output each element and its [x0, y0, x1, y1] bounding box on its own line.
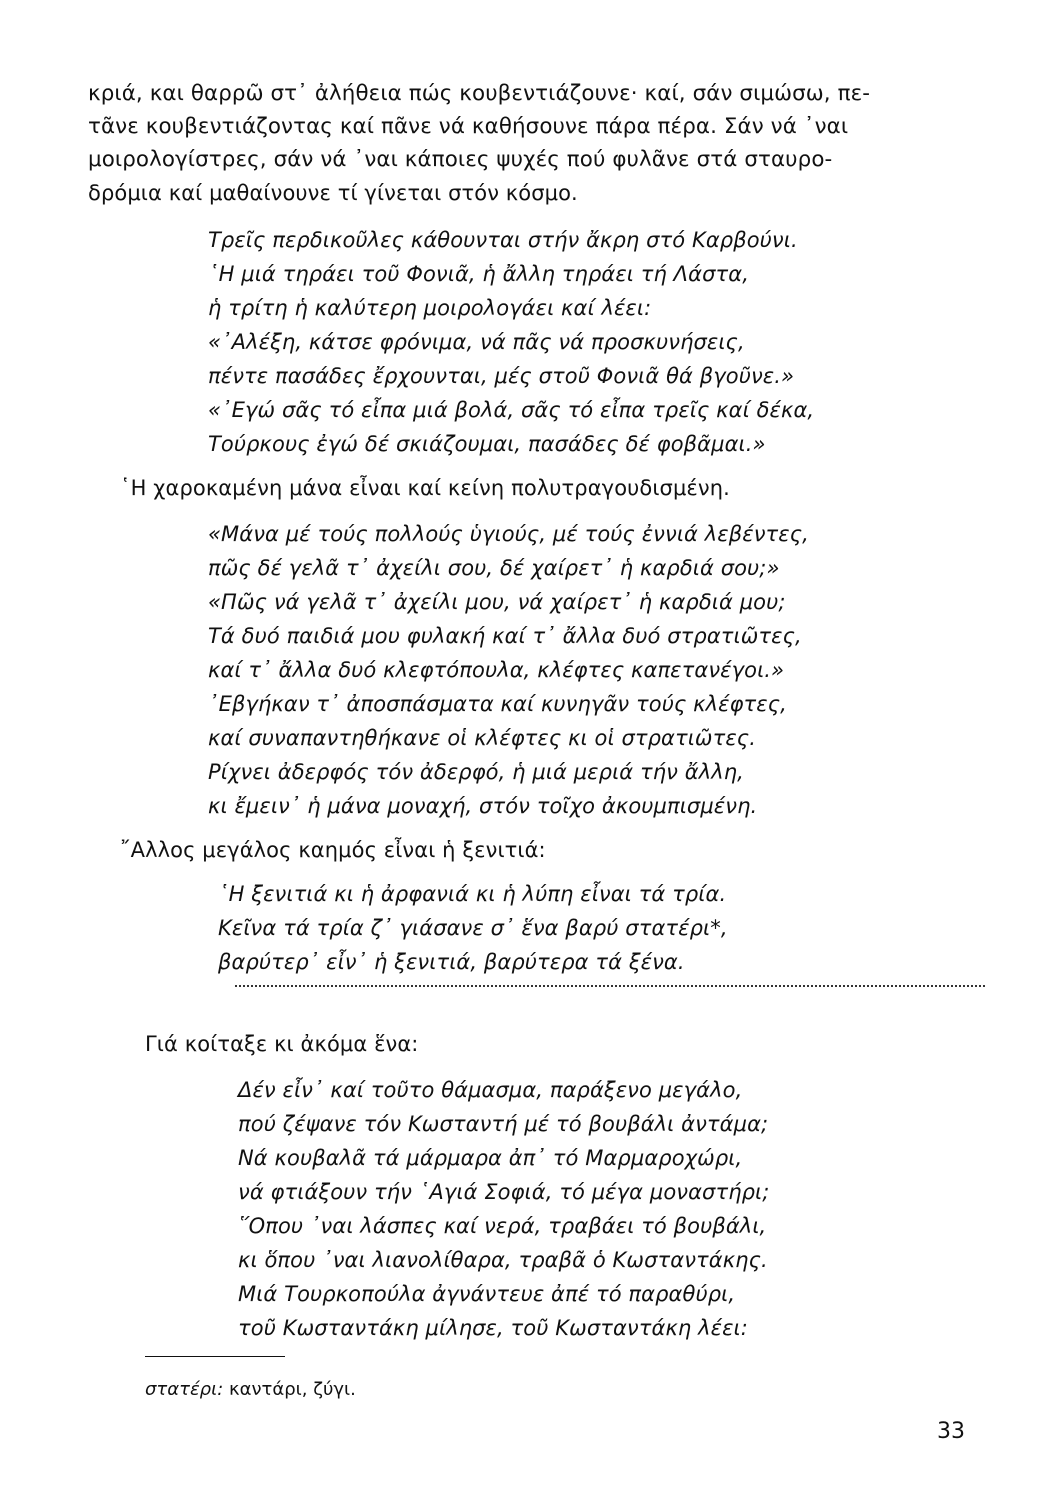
- verse-line: νά φτιάξουν τήν ῾Αγιά Σοφιά, τό μέγα μοναστήρι;: [238, 1180, 770, 1204]
- verse-line: Ρίχνει ἀδερφός τόν ἀδερφό, ἡ μιά μεριά τήν ἄλλη,: [208, 760, 744, 784]
- prose-line: κριά, και θαρρῶ στ᾽ ἀλήθεια πώς κουβεντιάζουνε· καί, σάν σιμώσω, πε-: [88, 81, 871, 106]
- prose-line: ῾Η χαροκαμένη μάνα εἶναι καί κείνη πολυτραγουδισμένη.: [120, 476, 730, 500]
- verse-line: Κεῖνα τά τρία ζ᾽ γιάσανε σ᾽ ἕνα βαρύ στατέρι*,: [218, 916, 728, 940]
- verse-line: βαρύτερ᾽ εἶν᾽ ἡ ξενιτιά, βαρύτερα τά ξένα.: [218, 950, 685, 974]
- verse-line: καί τ᾽ ἄλλα δυό κλεφτόπουλα, κλέφτες καπετανέγοι.»: [208, 658, 785, 682]
- prose-line: ῎Αλλος μεγάλος καημός εἶναι ἡ ξενιτιά:: [120, 838, 546, 862]
- verse-line: κι ὅπου ᾽ναι λιανολίθαρα, τραβᾶ ὁ Κωσταντάκης.: [238, 1248, 768, 1272]
- verse-line: πέντε πασάδες ἔρχουνται, μές στοῦ Φονιᾶ θά βγοῦνε.»: [208, 364, 795, 388]
- prose-line: τᾶνε κουβεντιάζοντας καί πᾶνε νά καθήσουνε πάρα πέρα. Σάν νά ᾽ναι: [88, 114, 849, 139]
- verse-line: Τρεῖς περδικοῦλες κάθουνται στήν ἄκρη στό Καρβούνι.: [208, 228, 798, 252]
- verse-line: «᾽Αλέξη, κάτσε φρόνιμα, νά πᾶς νά προσκυνήσεις,: [208, 330, 745, 354]
- footnote-rule: [145, 1356, 285, 1357]
- verse-line: τοῦ Κωσταντάκη μίλησε, τοῦ Κωσταντάκη λέει:: [238, 1316, 748, 1340]
- verse-line: «Πῶς νά γελᾶ τ᾽ ἀχείλι μου, νά χαίρετ᾽ ἡ καρδιά μου;: [208, 590, 786, 614]
- verse-line: ῾Η ξενιτιά κι ἡ ἀρφανιά κι ἡ λύπη εἶναι τά τρία.: [218, 882, 727, 906]
- verse-line: κι ἔμειν᾽ ἡ μάνα μοναχή, στόν τοῖχο ἀκουμπισμένη.: [208, 794, 758, 818]
- verse-line: ῾Η μιά τηράει τοῦ Φονιᾶ, ἡ ἄλλη τηράει τή Λάστα,: [208, 262, 749, 286]
- footnote-definition: καντάρι, ζύγι.: [229, 1379, 356, 1400]
- verse-line: «᾽Εγώ σᾶς τό εἶπα μιά βολά, σᾶς τό εἶπα τρεῖς καί δέκα,: [208, 398, 815, 422]
- prose-line: μοιρολογίστρες, σάν νά ᾽ναι κάποιες ψυχές πού φυλᾶνε στά σταυρο-: [88, 147, 833, 172]
- verse-line: ᾽Εβγήκαν τ᾽ ἀποσπάσματα καί κυνηγᾶν τούς κλέφτες,: [208, 692, 787, 716]
- footnote-term: στατέρι:: [145, 1379, 224, 1400]
- verse-line: Τούρκους ἐγώ δέ σκιάζουμαι, πασάδες δέ φοβᾶμαι.»: [208, 432, 766, 456]
- verse-line: πῶς δέ γελᾶ τ᾽ ἀχείλι σου, δέ χαίρετ᾽ ἡ καρδιά σου;»: [208, 556, 780, 580]
- verse-line: Νά κουβαλᾶ τά μάρμαρα ἀπ᾽ τό Μαρμαροχώρι,: [238, 1146, 743, 1170]
- dotted-separator: [235, 985, 985, 987]
- prose-line: δρόμια καί μαθαίνουνε τί γίνεται στόν κόσμο.: [88, 181, 578, 205]
- verse-line: Μιά Τουρκοπούλα ἀγνάντευε ἀπέ τό παραθύρι,: [238, 1282, 736, 1306]
- verse-line: «Μάνα μέ τούς πολλούς ὑγιούς, μέ τούς ἐννιά λεβέντες,: [208, 522, 809, 546]
- page-number: 33: [937, 1419, 965, 1444]
- verse-line: καί συναπαντηθήκανε οἱ κλέφτες κι οἱ στρατιῶτες.: [208, 726, 757, 750]
- footnote: [145, 1378, 356, 1402]
- verse-line: ἡ τρίτη ἡ καλύτερη μοιρολογάει καί λέει:: [208, 296, 652, 320]
- verse-line: Δέν εἶν᾽ καί τοῦτο θάμασμα, παράξενο μεγάλο,: [238, 1078, 743, 1102]
- prose-line: Γιά κοίταξε κι ἀκόμα ἕνα:: [145, 1032, 419, 1056]
- verse-line: πού ζέψανε τόν Κωσταντή μέ τό βουβάλι ἀντάμα;: [238, 1112, 769, 1136]
- verse-line: ῞Οπου ᾽ναι λάσπες καί νερά, τραβάει τό βουβάλι,: [238, 1214, 767, 1238]
- verse-line: Τά δυό παιδιά μου φυλακή καί τ᾽ ἄλλα δυό στρατιῶτες,: [208, 624, 802, 648]
